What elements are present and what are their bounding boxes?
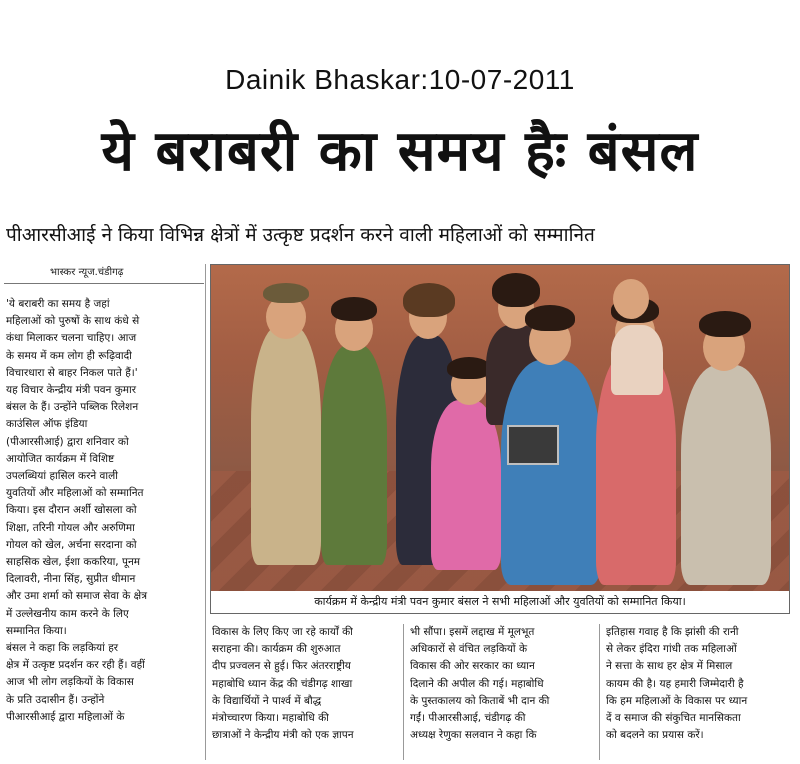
photo-figure-hair [331,297,377,321]
article-line: काउंसिल ऑफ इंडिया [6,418,88,431]
article-line: अध्यक्ष रेणुका सलवान ने कहा कि [410,729,537,742]
article-line: कि हम महिलाओं के विकास पर ध्यान [606,694,748,707]
article-line: शिक्षा, तरिनी गोयल और अरुणिमा [6,521,135,534]
column-divider [599,624,600,760]
article-line: विकास की ओर सरकार का ध्यान [410,660,535,673]
article-line: के विद्यार्थियों ने पार्श्व में बौद्ध [212,694,322,707]
byline: भास्कर न्यूज.चंडीगढ़ [50,267,124,278]
article-line: (पीआरसीआई) द्वारा शनिवार को [6,435,129,448]
article-line: अधिकारों से वंचित लड़कियों के [410,643,528,656]
article-line: 'ये बराबरी का समय है जहां [6,298,110,310]
article-line: ने सत्ता के साथ हर क्षेत्र में मिसाल [606,660,733,673]
article-line: विकास के लिए किए जा रहे कार्यों की [212,626,353,638]
article-line: गोयल को खेल, अर्चना सरदाना को [6,538,137,551]
article-line: बंसल के हैं। उन्होंने पब्लिक रिलेशन [6,401,139,414]
article-line: आज भी लोग लड़कियों के विकास [6,676,134,689]
article-line: उपलब्धियां हासिल करने वाली [6,470,118,483]
column-divider [403,624,404,760]
article-line: के पुस्तकालय को किताबें भी दान की [410,694,550,707]
photo-figure-hair [492,273,540,307]
photo-figure-head [613,279,649,319]
article-line: से लेकर इंदिरा गांधी तक महिलाओं [606,643,737,656]
photo-figure [321,345,387,565]
newspaper-source-date: Dainik Bhaskar:10-07-2011 [225,64,575,95]
photo-figure [251,325,321,565]
article-line: साहसिक खेल, ईशा ककरिया, पूनम [6,556,141,569]
photo-figure-hair [403,283,455,317]
photo-figure [431,400,501,570]
photo-figure [611,325,663,395]
article-line: सम्मानित किया। [6,624,67,637]
photo-caption: कार्यक्रम में केन्द्रीय मंत्री पवन कुमार बंसल ने सभी महिलाओं और युवतियों को सम्मानित किया। [210,591,790,614]
article-line: दिलाने की अपील की गई। महाबोधि [410,677,544,690]
article-column-4 [606,624,792,760]
article-line: महिलाओं को पुरुषों के साथ कंधे से [6,315,140,328]
article-line: इतिहास गवाह है कि झांसी की रानी [606,626,739,638]
photo-figure [501,360,601,585]
article-line: दिलावरी, नीना सिंह, सुप्रीत धीमान [6,573,136,586]
article-line: को बदलने का प्रयास करें। [606,729,704,742]
article-line: दीप प्रज्वलन से हुई। फिर अंतरराष्ट्रीय [212,660,351,673]
photo-figure-cap [263,283,309,303]
article-line: मंत्रोच्चारण किया। महाबोधि की [212,712,329,725]
subheadline: पीआरसीआई ने किया विभिन्न क्षेत्रों में उत्कृष्ट प्रदर्शन करने वाली महिलाओं को सम्मानित [6,224,595,246]
award-plaque [507,425,559,465]
photo-figure-hair [699,311,751,337]
event-photo [210,264,790,592]
article-column-3 [410,624,592,760]
article-line: छात्राओं ने केन्द्रीय मंत्री को एक ज्ञापन [212,729,354,742]
headline: ये बराबरी का समय हैः बंसल [101,119,699,184]
article-column-1 [6,296,201,758]
article-line: विचारधारा से बाहर निकल पाते हैं।' [6,366,138,379]
article-line: के प्रति उदासीन हैं। उन्होंने [6,693,105,706]
column-divider [205,264,206,760]
article-line: पीआरसीआई द्वारा महिलाओं के [6,710,125,723]
article-line: में उल्लेखनीय काम करने के लिए [6,607,129,620]
byline-rule [4,283,204,284]
article-line: के समय में कम लोग ही रूढ़िवादी [6,349,132,362]
article-line: और उमा शर्मा को समाज सेवा के क्षेत्र [6,590,148,603]
article-line: महाबोधि ध्यान केंद्र की चंडीगढ़ शाखा [212,677,353,690]
article-line: कायम की है। यह हमारी जिम्मेदारी है [606,677,744,690]
article-line: दें व समाज की संकुचित मानसिकता [606,712,741,725]
article-line: यह विचार केन्द्रीय मंत्री पवन कुमार [6,384,137,397]
article-line: युवतियों और महिलाओं को सम्मानित [6,487,144,500]
article-column-2 [212,624,394,760]
article-line: बंसल ने कहा कि लड़कियां हर [6,642,119,655]
photo-figure-hair [525,305,575,331]
article-line: क्षेत्र में उत्कृष्ट प्रदर्शन कर रही हैं। वहीं [6,659,145,672]
article-line: सराहना की। कार्यक्रम की शुरुआत [212,643,341,656]
article-line: भी सौंपा। इसमें लद्दाख में मूलभूत [410,626,535,638]
article-line: कंधा मिलाकर चलना चाहिए। आज [6,332,137,345]
photo-figure-hair [447,357,491,379]
photo-figure [681,365,771,585]
article-line: गईं। पीआरसीआई, चंडीगढ़ की [410,712,526,725]
article-line: किया। इस दौरान अर्शी खोसला को [6,504,137,517]
article-line: आयोजित कार्यक्रम में विशिष्ट [6,452,115,465]
